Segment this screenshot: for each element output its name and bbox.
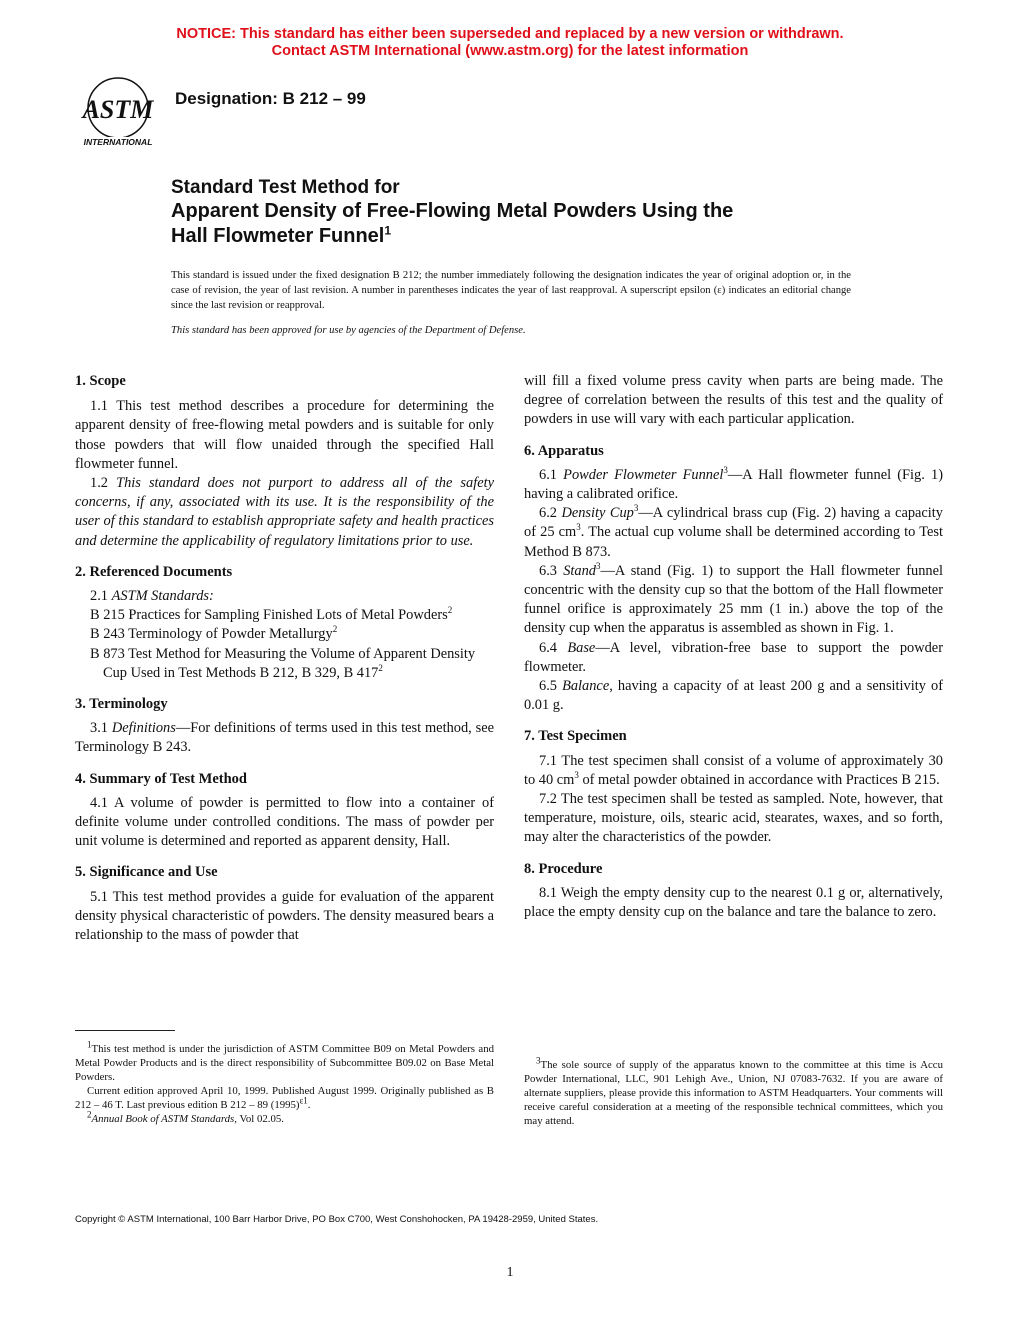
section-heading: 1. Scope	[75, 373, 126, 389]
notice-line-1: NOTICE: This standard has either been superseded and replaced by a new version or withdrawn.	[176, 26, 844, 42]
section-heading: 2. Referenced Documents	[75, 563, 233, 580]
section-heading: 3. Terminology	[75, 696, 168, 713]
footnotes-left	[75, 1039, 494, 1126]
footnote: Current edition approved April 10, 1999. Published August 1999. Originally published as B 212 – 46 T. Last previous edition B 212 – 89 $(1995)^{\varepsilon 1}$.	[75, 1085, 494, 1111]
footnote: $^1$This test method is under the jurisdiction of ASTM Committee B09 on Metal Powders and Metal Powder Products and is the direct responsibility of Subcommittee B09.02 on Base Metal Powders.	[75, 1039, 494, 1083]
reference-item: B 215 Practices for Sampling Finished Lots of Metal Powders$^2$	[90, 605, 453, 624]
designation: Designation: B 212 – 99	[175, 89, 366, 108]
paragraph: 1.1 This test method describes a procedure for determining the apparent density of free-flowing metal powders and is suitable for only those powders that will flow unaided through the specified Hall flowmeter funnel.	[75, 398, 494, 472]
dod-approval: This standard has been approved for use by agencies of the Department of Defense.	[171, 325, 526, 336]
paragraph: 7.1 The test specimen shall consist of a volume of approximately 30 to 40 $cm^3$ of metal powder obtained in accordance with Practices B 215.	[524, 752, 943, 788]
title-footnote-mark: 1	[384, 223, 392, 238]
page-number: 1	[506, 1265, 514, 1280]
issued-statement: This standard is issued under the fixed designation B 212; the number immediately following the designation indicates the year of original adoption or, in the case of revision, the year of last revision. A number in parentheses indicates the year of last reapproval. A superscript epsilon (ε) indicates an editorial change since the last revision or reapproval.	[171, 270, 851, 311]
section-heading: 8. Procedure	[524, 860, 603, 877]
paragraph: 6.5 Balance, having a capacity of at least 200 g and a sensitivity of 0.01 g.	[524, 678, 943, 714]
paragraph: 8.1 Weigh the empty density cup to the nearest 0.1 g or, alternatively, place the empty density cup on the balance and tare the balance to zero.	[524, 884, 943, 921]
reference-item: B 243 Terminology of Powder Metallurgy$^2$	[90, 624, 338, 643]
left-column	[75, 372, 494, 945]
footnote-divider-left	[75, 1030, 175, 1031]
logo-subtext: INTERNATIONAL	[83, 137, 153, 147]
right-column	[524, 372, 943, 922]
copyright-line: Copyright © ASTM International, 100 Barr Harbor Drive, PO Box C700, West Conshohocken, PA 19428-2959, United States.	[75, 1214, 599, 1225]
paragraph: 5.1 This test method provides a guide for evaluation of the apparent density physical characteristic of powders. The density measured bears a relationship to the mass of powder that	[75, 888, 494, 944]
footnotes-right	[524, 1055, 943, 1128]
section-heading: 4. Summary of Test Method	[75, 770, 247, 787]
footnote: $^2$Annual Book of ASTM Standards, Vol 02.05.	[87, 1109, 284, 1125]
logo-text: ASTM	[82, 95, 154, 124]
title-kicker: Standard Test Method for	[171, 177, 400, 198]
paragraph: 6.3 Stand$^3$—A stand (Fig. 1) to support the Hall flowmeter funnel concentric with the density cup so that the bottom of the Hall flowmeter funnel orifice is approximately 25 mm (1 in.) above the top of the density cup when the apparatus is assembled as shown in Fig. 1.	[524, 561, 943, 637]
section-heading: 5. Significance and Use	[75, 864, 218, 881]
paragraph: 1.2 This standard does not purport to address all of the safety concerns, if any, associated with its use. It is the responsibility of the user of this standard to establish appropriate safety and health practices and determine the applicability of regulatory limitations prior to use.	[75, 475, 494, 549]
footnote: $^3$The sole source of supply of the apparatus known to the committee at this time is Accu Powder International, LLC, 901 Lehigh Ave., Union, NJ 07083-7632. If you are aware of alternate suppliers, please provide this information to ASTM Headquarters. Your comments will receive careful consideration at a meeting of the responsible technical committees, which you may attend.	[524, 1055, 943, 1127]
notice-line-2: Contact ASTM International (www.astm.org) for the latest information	[271, 43, 749, 59]
paragraph: 6.4 Base—A level, vibration-free base to support the powder flowmeter.	[524, 639, 943, 675]
reference-item: B 873 Test Method for Measuring the Volume of Apparent Density Cup Used in Test Methods B 212, B 329, B $417^2$	[90, 645, 476, 681]
section-heading: 7. Test Specimen	[524, 728, 627, 745]
paragraph: 7.2 The test specimen shall be tested as sampled. Note, however, that temperature, moisture, oils, stearic acid, stearates, waxes, and so forth, may alter the characteristics of the powder.	[524, 791, 943, 846]
title-line-1: Apparent Density of Free-Flowing Metal Powders Using the	[171, 200, 734, 222]
paragraph: 3.1 Definitions—For definitions of terms used in this test method, see Terminology B 243.	[75, 720, 494, 756]
paragraph: 6.1 Powder Flowmeter Funnel$^3$—A Hall flowmeter funnel (Fig. 1) having a calibrated orifice.	[524, 465, 944, 503]
document-title	[171, 176, 871, 249]
paragraph: 4.1 A volume of powder is permitted to flow into a container of definite volume under controlled conditions. The mass of powder per unit volume is determined and reported as apparent density, Hall.	[75, 794, 494, 850]
title-line-2: Hall Flowmeter Funnel$^1$	[171, 223, 392, 247]
section-heading: 6. Apparatus	[524, 442, 604, 459]
paragraph-continued: will fill a fixed volume press cavity when parts are being made. The degree of correlation between the results of this test and the quality of powders in use will vary with each particular application.	[524, 373, 943, 428]
astm-logo	[74, 74, 162, 154]
superseded-notice	[0, 26, 1020, 60]
paragraph: 2.1 ASTM Standards:	[90, 588, 214, 605]
paragraph: 6.2 Density Cup$^3$—A cylindrical brass cup (Fig. 2) having a capacity of 25 $cm^3$. The actual cup volume shall be determined according to Test Method B 873.	[524, 503, 943, 560]
